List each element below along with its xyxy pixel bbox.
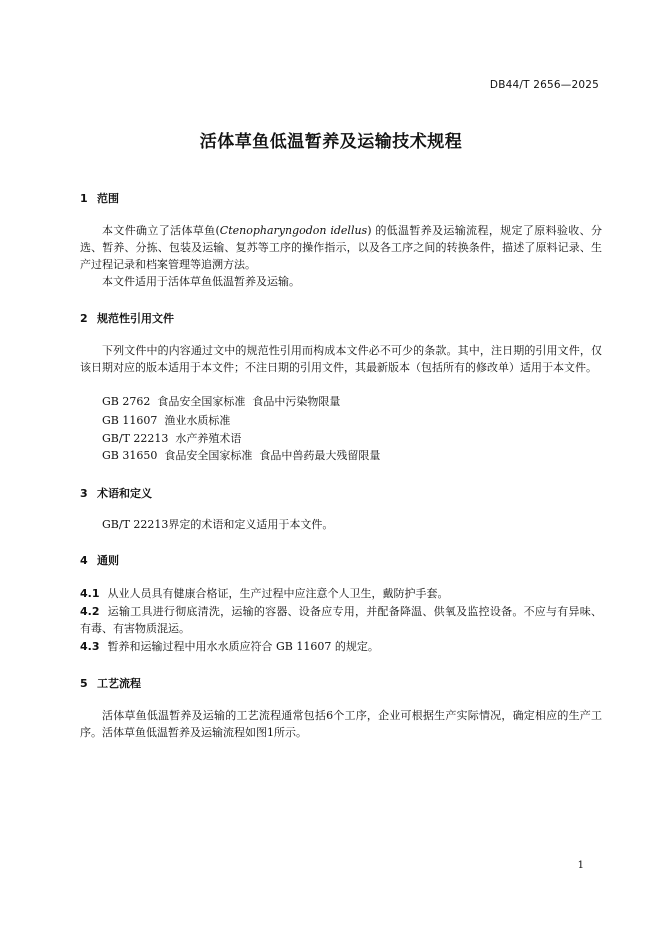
latin-name: Ctenopharyngodon idellus (219, 224, 368, 237)
clause-text: 运输工具进行彻底清洗，运输的容器、设备应专用，并配备降温、供氧及监控设备。不应与有异味、有毒、有害物质混运。 (80, 605, 602, 635)
section-number: 3 (80, 487, 88, 500)
section-title: 术语和定义 (97, 487, 152, 500)
clause-text: 暂养和运输过程中用水水质应符合 GB 11607 的规定。 (107, 640, 379, 653)
scope-paragraph-2: 本文件适用于活体草鱼低温暂养及运输。 (102, 275, 300, 288)
process-paragraph: 活体草鱼低温暂养及运输的工艺流程通常包括6个工序，企业可根据生产实际情况，确定相应的生产工序。活体草鱼低温暂养及运输流程如图1所示。 (80, 709, 602, 739)
text-run: 本文件确立了活体草鱼( (102, 224, 220, 237)
section-title: 工艺流程 (97, 677, 141, 690)
section-number: 2 (80, 312, 88, 325)
document-code: DB44/T 2656—2025 (489, 79, 599, 91)
scope-paragraph-1 (80, 222, 602, 273)
section-heading-terms (80, 485, 152, 501)
reference-item: GB 31650 食品安全国家标准 食品中兽药最大残留限量 (102, 449, 381, 462)
section-title: 范围 (97, 192, 119, 205)
clause-number: 4.1 (80, 587, 100, 600)
section-title: 规范性引用文件 (97, 312, 174, 325)
section-heading-normative (80, 310, 174, 326)
clause-4-1 (80, 585, 602, 602)
normative-intro: 下列文件中的内容通过文中的规范性引用而构成本文件必不可少的条款。其中，注日期的引用文件，仅该日期对应的版本适用于本文件；不注日期的引用文件，其最新版本（包括所有的修改单）适用于本文件。 (80, 344, 602, 374)
section-heading-general (80, 552, 119, 568)
section-heading-process (80, 675, 141, 691)
reference-item: GB 2762 食品安全国家标准 食品中污染物限量 (102, 395, 341, 408)
section-heading-scope (80, 190, 119, 206)
page-number: 1 (577, 860, 584, 871)
text-run: ) 的低温暂养及运输流程，规定了原料验收、分选、暂养、分拣、包装及运输、复苏等工序的操作指示，以及各工序之间的转换条件，描述了原料记录、生产过程记录和档案管理等追溯方法。 (80, 224, 602, 271)
page-title: 活体草鱼低温暂养及运输技术规程 (199, 132, 463, 152)
clause-number: 4.3 (80, 640, 100, 653)
clause-number: 4.2 (80, 605, 100, 618)
section-number: 5 (80, 677, 88, 690)
clause-4-3 (80, 638, 602, 655)
section-title: 通则 (97, 554, 119, 567)
reference-item: GB/T 22213 水产养殖术语 (102, 432, 242, 445)
clause-4-2 (80, 603, 602, 637)
terms-paragraph: GB/T 22213界定的术语和定义适用于本文件。 (102, 518, 334, 531)
section-number: 1 (80, 192, 88, 205)
clause-text: 从业人员具有健康合格证，生产过程中应注意个人卫生，戴防护手套。 (107, 587, 449, 600)
reference-item: GB 11607 渔业水质标准 (102, 414, 231, 427)
section-number: 4 (80, 554, 88, 567)
